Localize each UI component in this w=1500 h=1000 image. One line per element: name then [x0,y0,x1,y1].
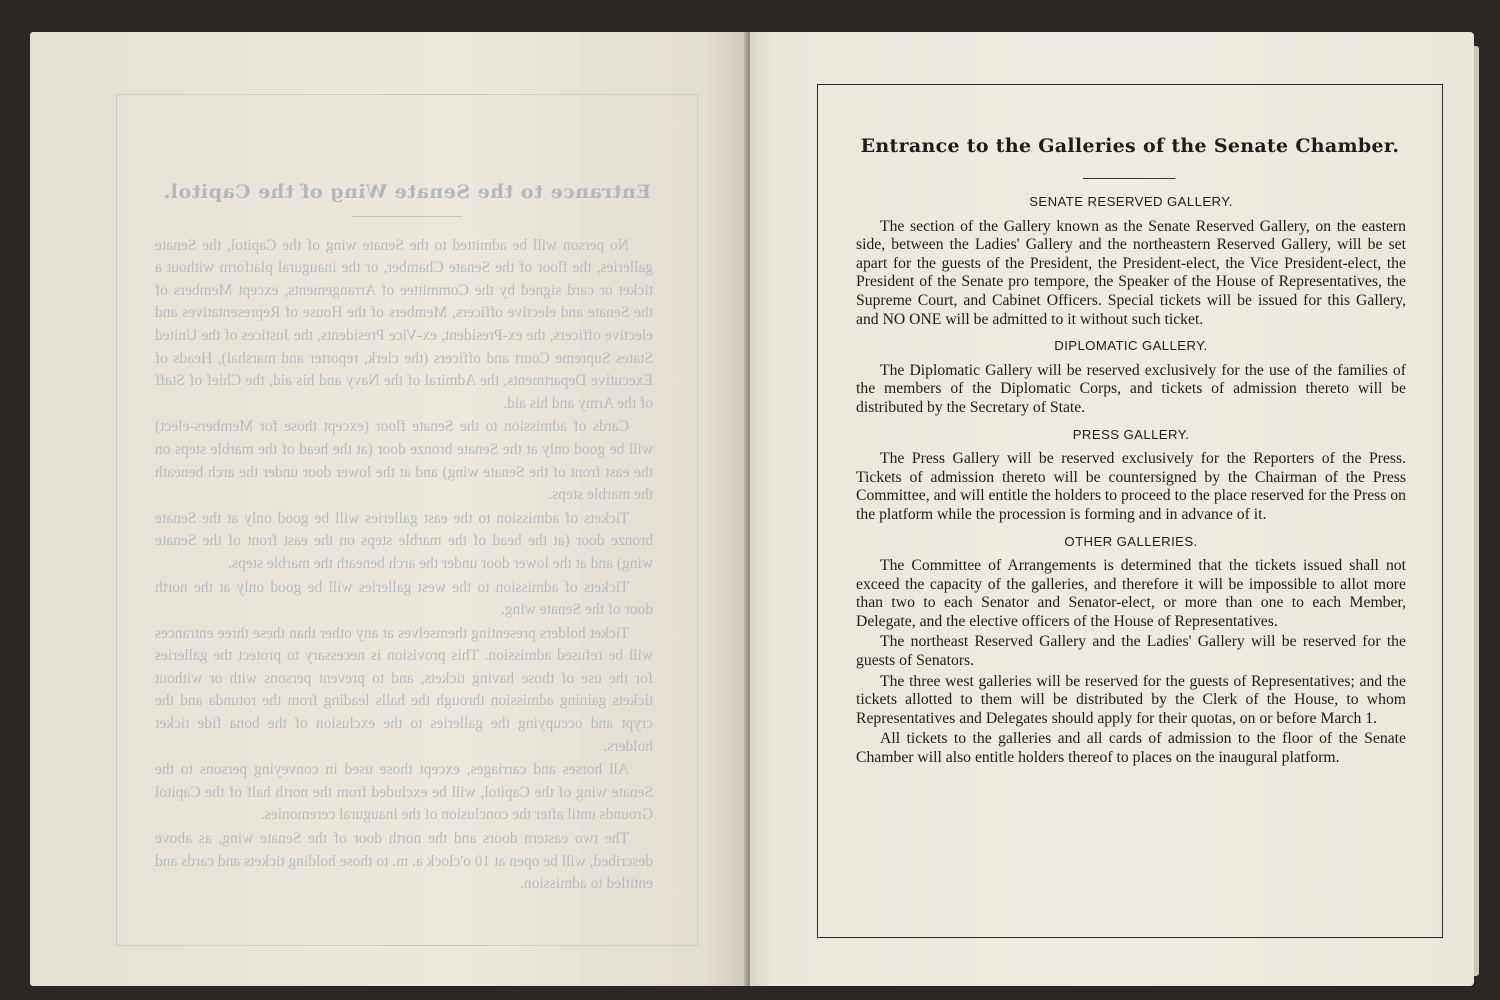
left-paragraph: Ticket holders presenting themselves at any other than these three entrances will be refused admission. This provision is necessary to protect the galleries for the use of those having tickets, and to prevent persons with or without tickets gaining admission through the halls leading from the rotunda and the crypt and occupying the galleries to the exclusion of the bona fide ticket holders. [155,624,653,755]
left-paragraph: No person will be admitted to the Senate wing of the Capitol, the Senate galleries, the floor of the Senate Chamber, or the inaugural platform without a ticket or card signed by the Committee of Arrangements, except Members of the Senate and elective officers, Members of the House of Representatives and elective officers, the ex-President, ex-Vice Presidents, the Justices of the United States Supreme Court and officers (the clerk, reporter and marshal), Heads of Executive Departments, the Admiral of the Navy and his aid, the Chief of Staff of the Army and his aid. [155,236,653,412]
paragraph: All tickets to the galleries and all cards of admission to the floor of the Senate Chamber will also entitle holders thereof to places on the inaugural platform. [856,730,1406,767]
left-paragraph: Tickets of admission to the east galleries will be good only at the Senate bronze door (at the head of the marble steps on the east front of the Senate wing) and at the lower door under the arch beneath the marble steps. [155,509,653,572]
left-paragraph: Cards of admission to the Senate floor (except those for Members-elect) will be good only at the Senate bronze door (at the head of the marble steps on the east front of the Senate wing) and at the lower door under the arch beneath the marble steps. [155,418,653,504]
section-diplomatic-gallery [856,337,1406,417]
section-press-gallery [856,426,1406,525]
paragraph: The section of the Gallery known as the Senate Reserved Gallery, on the eastern side, between the Ladies' Gallery and the northeastern Reserved Gallery, will be set apart for the guests of the President, the President-elect, the Vice President-elect, the President of the Senate pro tempore, the Speaker of the House of Representatives, the Supreme Court, and Cabinet Officers. Special tickets will be issued for this Gallery, and NO ONE will be admitted to it without such ticket. [856,217,1406,328]
left-paragraph: All horses and carriages, except those used in conveying persons to the Senate wing of the Capitol, will be excluded from the north half of the Capitol Grounds until after the conclusion of the inaugural ceremonies. [155,761,653,824]
paragraph: The northeast Reserved Gallery and the Ladies' Gallery will be reserved for the guests of Senators. [856,633,1406,670]
open-booklet [30,32,1478,986]
page-title: Entrance to the Galleries of the Senate Chamber. [860,135,1400,157]
left-paragraph: Tickets of admission to the west galleries will be good only at the north door of the Senate wing. [155,578,653,619]
paragraph: The Press Gallery will be reserved exclusively for the Reporters of the Press. Tickets of admission thereto will be countersigned by the Chairman of the Press Committee, and will entitle the holders to proceed to the place reserved for the Press on the platform while the procession is forming and in advance of it. [856,450,1406,523]
paragraph: The Committee of Arrangements is determined that the tickets issued shall not exceed the capacity of the galleries, and therefore it will be impossible to allot more than two to each Senator and Senator-elect, or more than one to each Member, Delegate, and the elective officers of the House of Representatives. [856,557,1406,630]
left-paragraph: The two eastern doors and the north door of the Senate wing, as above described, will be open at 10 o'clock a. m. to those holding tickets and cards and entitled to admission. [155,830,653,893]
right-page-border [817,84,1443,938]
title-rule [1083,178,1175,179]
left-page-border [116,94,698,946]
left-page-title: Entrance to the Senate Wing of the Capitol. [163,181,651,203]
left-page [30,32,748,986]
section-heading: SENATE RESERVED GALLERY. [1029,194,1233,209]
section-heading: DIPLOMATIC GALLERY. [1054,338,1208,354]
section-heading: PRESS GALLERY. [1072,426,1190,442]
page-edge [1474,46,1479,976]
bleed-through-text [117,95,697,945]
section-senate-reserved-gallery [856,193,1406,329]
paragraph: The three west galleries will be reserved for the guests of Representatives; and the tickets allotted to them will be distributed by the Clerk of the House, to whom Representatives and Delegates should apply for their quotas, on or before March 1. [856,672,1406,727]
page-content [856,193,1406,776]
right-page [750,32,1474,986]
section-other-galleries [856,533,1406,768]
section-heading: OTHER GALLERIES. [1064,533,1198,549]
paragraph: The Diplomatic Gallery will be reserved exclusively for the use of the families of the members of the Diplomatic Corps, and tickets of admission thereto will be distributed by the Secretary of State. [856,361,1406,416]
title-rule [352,216,462,217]
